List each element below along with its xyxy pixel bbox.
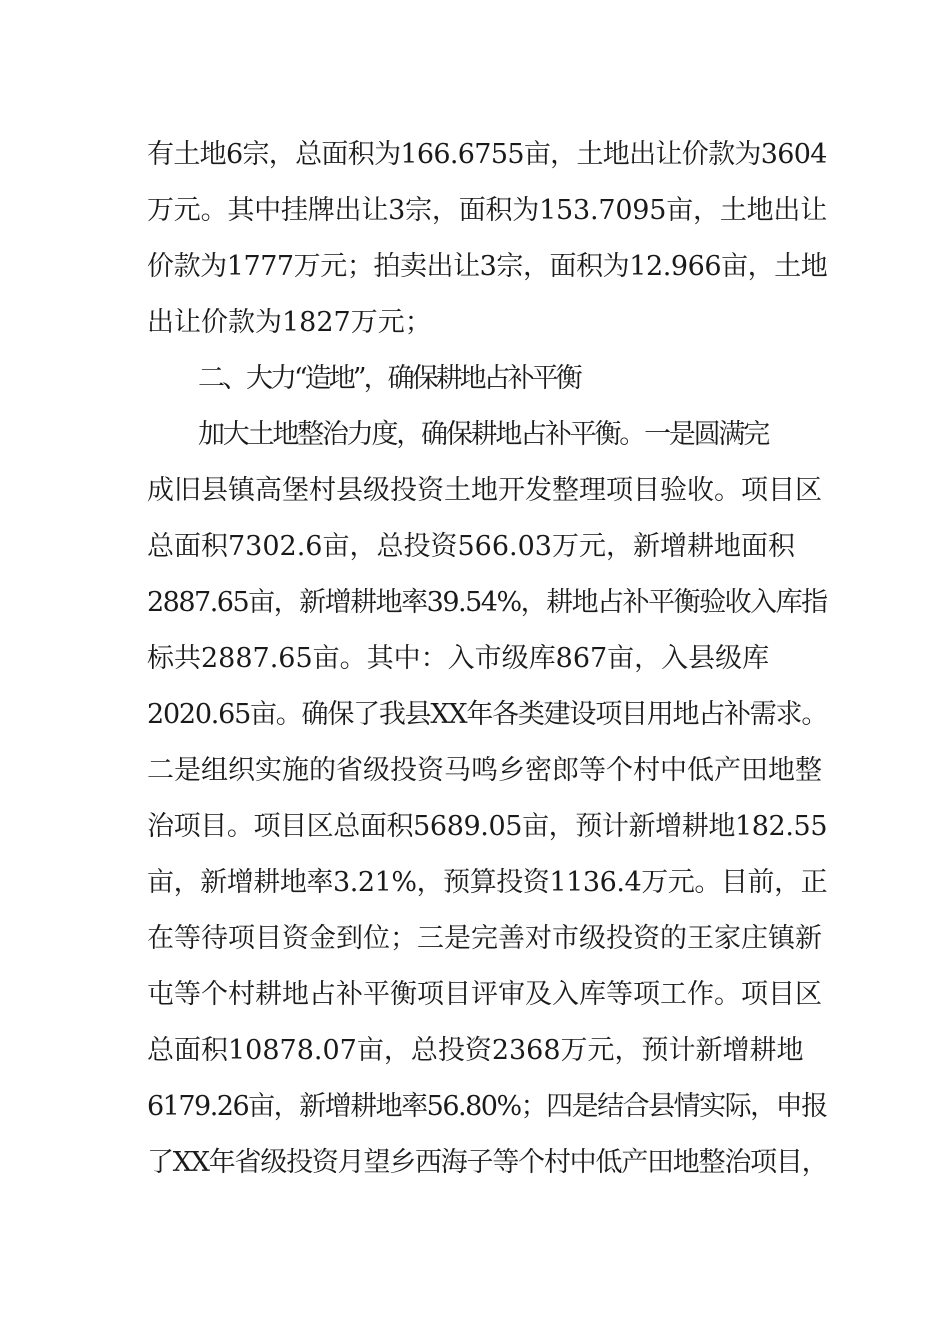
text-line-4: 出让价款为1827万元； bbox=[147, 307, 432, 338]
text-line-6: 加大土地整治力度，确保耕地占补平衡。一是圆满完 bbox=[198, 419, 768, 450]
text-line-11: 2020.65亩。确保了我县XX年各类建设项目用地占补需求。 bbox=[147, 699, 828, 730]
section-heading: 二、大力“造地”，确保耕地占补平衡 bbox=[198, 363, 580, 394]
text-line-18: 6179.26亩，新增耕地率56.80%；四是结合县情实际，申报 bbox=[147, 1091, 827, 1122]
text-line-8: 总面积7302.6亩，总投资566.03万元，新增耕地面积 bbox=[147, 531, 795, 562]
text-line-7: 成旧县镇高堡村县级投资土地开发整理项目验收。项目区 bbox=[147, 475, 822, 506]
text-line-16: 屯等个村耕地占补平衡项目评审及入库等项工作。项目区 bbox=[147, 979, 822, 1010]
text-line-2: 万元。其中挂牌出让3宗，面积为153.7095亩，土地出让 bbox=[147, 195, 828, 226]
text-line-1: 有土地6宗，总面积为166.6755亩，土地出让价款为3604 bbox=[147, 139, 827, 170]
text-line-9: 2887.65亩，新增耕地率39.54%，耕地占补平衡验收入库指 bbox=[147, 587, 827, 618]
text-line-10: 标共2887.65亩。其中：入市级库867亩，入县级库 bbox=[147, 643, 770, 674]
text-line-14: 亩，新增耕地率3.21%，预算投资1136.4万元。目前，正 bbox=[147, 867, 828, 898]
text-line-3: 价款为1777万元；拍卖出让3宗，面积为12.966亩，土地 bbox=[147, 251, 828, 282]
text-line-17: 总面积10878.07亩，总投资2368万元，预计新增耕地 bbox=[147, 1035, 804, 1066]
text-line-13: 治项目。项目区总面积5689.05亩，预计新增耕地182.55 bbox=[147, 811, 828, 842]
text-line-19: 了XX年省级投资月望乡西海子等个村中低产田地整治项目， bbox=[147, 1147, 828, 1178]
text-line-12: 二是组织实施的省级投资马鸣乡密郎等个村中低产田地整 bbox=[147, 755, 822, 786]
text-line-15: 在等待项目资金到位；三是完善对市级投资的王家庄镇新 bbox=[147, 923, 822, 954]
